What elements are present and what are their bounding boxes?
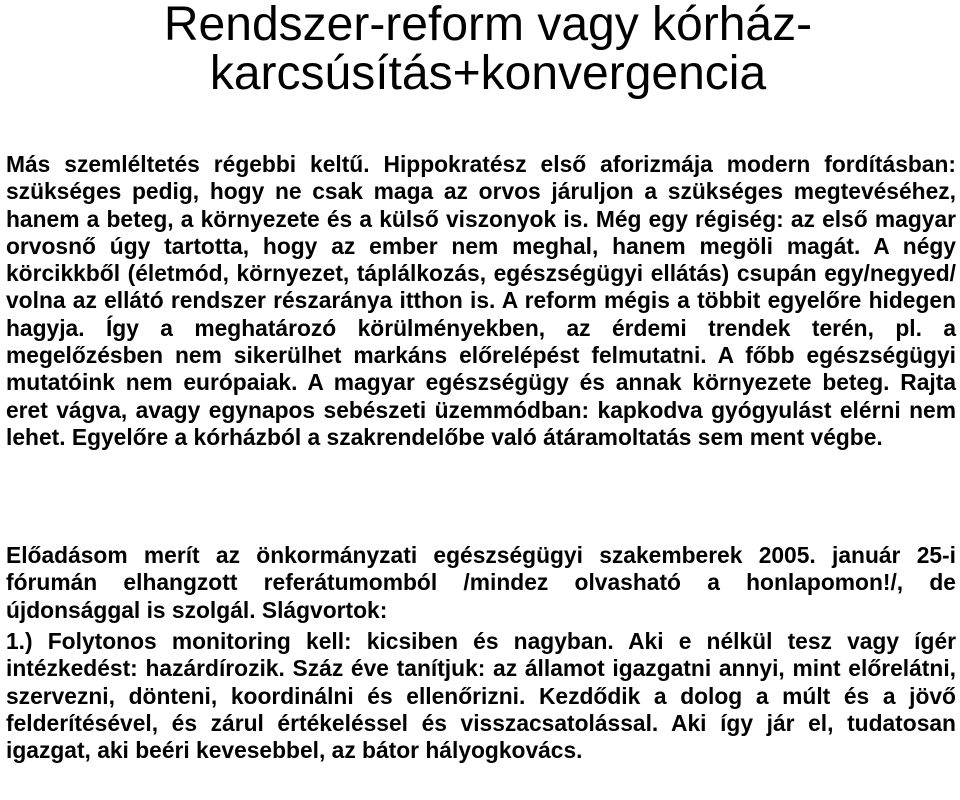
slide-title bbox=[28, 0, 948, 98]
paragraph-point-1: 1.) Folytonos monitoring kell: kicsiben és nagyban. Aki e nélkül tesz vagy ígér intézkedést: hazárdírozik. Száz éve tanítjuk: az államot igazgatni annyi, mint előrelátni, szervezni, dönteni, koordinálni és ellenőrizni. Kezdődik a dolog a múlt és a jövő felderítésével, és zárul értékeléssel és visszacsatolással. Aki így jár el, tudatosan igazgat, aki beéri kevesebbel, az bátor hályogkovács. bbox=[6, 628, 956, 764]
slide-title-line-1: Rendszer-reform vagy kórház- bbox=[163, 0, 813, 51]
paragraph-source: Előadásom merít az önkormányzati egészségügyi szakemberek 2005. január 25-i fórumán elhangzott referátumomból /mindez olvasható a honlapomon!/, de újdonsággal is szolgál. Slágvortok: bbox=[6, 542, 956, 623]
paragraph-intro: Más szemléltetés régebbi keltű. Hippokratész első aforizmája modern fordításban: szükséges pedig, hogy ne csak maga az orvos járuljon a szükséges megtevéséhez, hanem a beteg, a környezete és a külső viszonyok is. Még egy régiség: az első magyar orvosnő úgy tartotta, hogy az ember nem meghal, hanem megöli magát. A négy körcikkből (életmód, környezet, táplálkozás, egészségügyi ellátás) csupán egy/negyed/ volna az ellátó rendszer részaránya itthon is. A reform mégis a többit egyelőre hidegen hagyja. Így a meghatározó körülményekben, az érdemi trendek terén, pl. a megelőzésben nem sikerülhet markáns előrelépést felmutatni. A főbb egészségügyi mutatóink nem európaiak. A magyar egészségügy és annak környezete beteg. Rajta eret vágva, avagy egynapos sebészeti üzemmódban: kapkodva gyógyulást elérni nem lehet. Egyelőre a kórházból a szakrendelőbe való átáramoltatás sem ment végbe. bbox=[6, 151, 956, 450]
slide-title-line-2: karcsúsítás+konvergencia bbox=[209, 47, 767, 100]
